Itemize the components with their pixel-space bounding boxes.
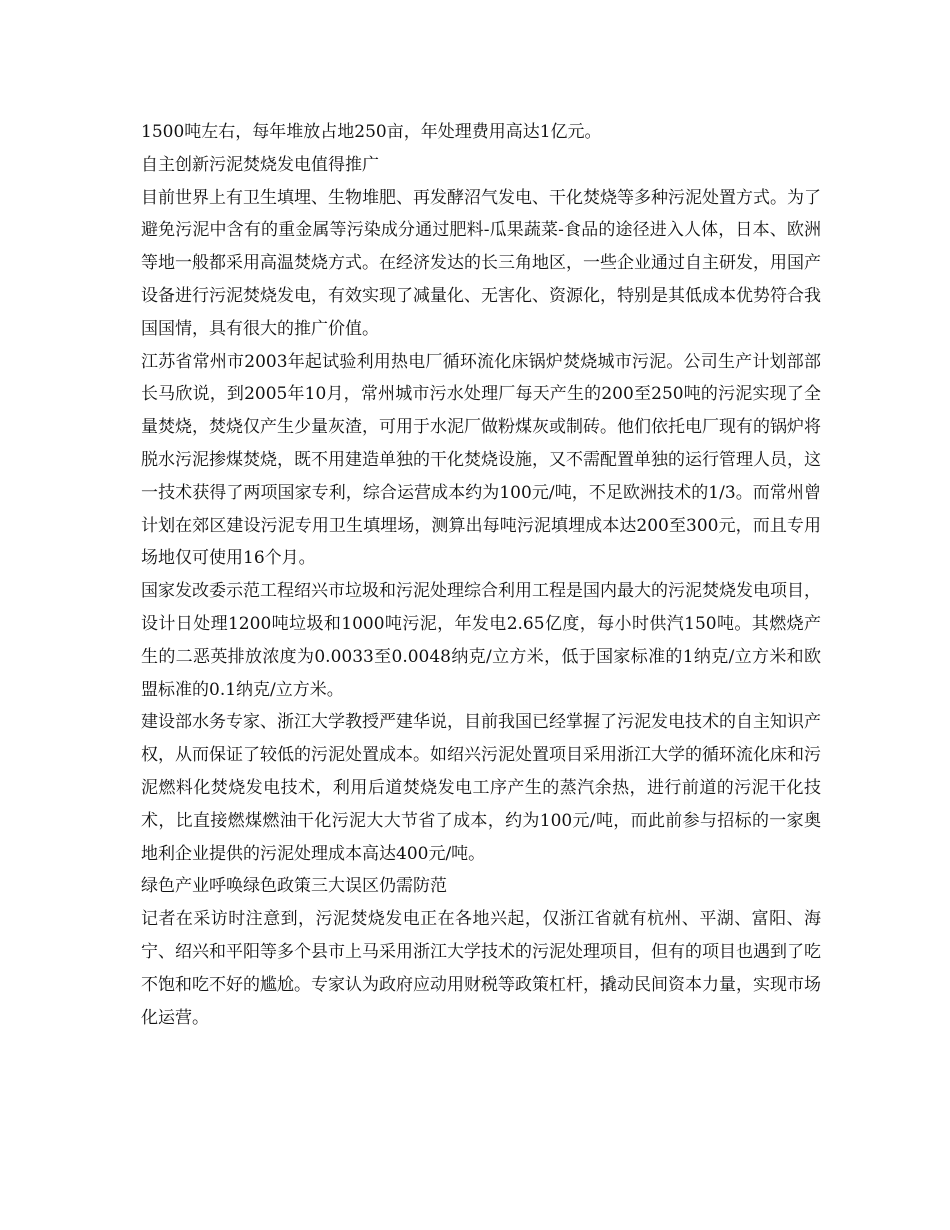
section-heading-innovation: 自主创新污泥焚烧发电值得推广: [141, 154, 379, 175]
paragraph-intro-continuation: 1500吨左右，每年堆放占地250亩，年处理费用高达1亿元。: [141, 122, 602, 142]
paragraph-changzhou: 江苏省常州市2003年起试验利用热电厂循环流化床锅炉焚烧城市污泥。公司生产计划部部长马欣说，到2005年10月，常州城市污水处理厂每天产生的200至250吨的污泥实现了全量焚烧，焚烧仅产生少量灰渣，可用于水泥厂做粉煤灰或制砖。他们依托电厂现有的锅炉将脱水污泥掺煤焚烧，既不用建造单独的干化焚烧设施，又不需配置单独的运行管理人员，这一技术获得了两项国家专利，综合运营成本约为100元/吨，不足欧洲技术的1/3。而常州曾计划在郊区建设污泥专用卫生填埋场，测算出每吨污泥填埋成本达200至300元，而且专用场地仅可使用16个月。: [141, 351, 821, 569]
paragraph-expert-yan: 建设部水务专家、浙江大学教授严建华说，目前我国已经掌握了污泥发电技术的自主知识产权，从而保证了较低的污泥处置成本。如绍兴污泥处置项目采用浙江大学的循环流化床和污泥燃料化焚烧发电技术，利用后道焚烧发电工序产生的蒸汽余热，进行前道的污泥干化技术，比直接燃煤燃油干化污泥大大节省了成本，约为100元/吨，而此前参与招标的一家奥地利企业提供的污泥处理成本高达400元/吨。: [141, 712, 821, 864]
paragraph-reporter-notes: 记者在采访时注意到，污泥焚烧发电正在各地兴起，仅浙江省就有杭州、平湖、富阳、海宁、绍兴和平阳等多个县市上马采用浙江大学技术的污泥处理项目，但有的项目也遇到了吃不饱和吃不好的尴尬。专家认为政府应动用财税等政策杠杆，撬动民间资本力量，实现市场化运营。: [141, 909, 821, 1028]
section-heading-green-policy: 绿色产业呼唤绿色政策三大误区仍需防范: [141, 876, 447, 897]
paragraph-shaoxing: 国家发改委示范工程绍兴市垃圾和污泥处理综合利用工程是国内最大的污泥焚烧发电项目，设计日处理1200吨垃圾和1000吨污泥，年发电2.65亿度，每小时供汽150吨。其燃烧产生的二恶英排放浓度为0.0033至0.0048纳克/立方米，低于国家标准的1纳克/立方米和欧盟标准的0.1纳克/立方米。: [141, 581, 821, 700]
paragraph-disposal-methods: 目前世界上有卫生填埋、生物堆肥、再发酵沼气发电、干化焚烧等多种污泥处置方式。为了避免污泥中含有的重金属等污染成分通过肥料-瓜果蔬菜-食品的途径进入人体，日本、欧洲等地一般都采用高温焚烧方式。在经济发达的长三角地区，一些企业通过自主研发，用国产设备进行污泥焚烧发电，有效实现了减量化、无害化、资源化，特别是其低成本优势符合我国国情，具有很大的推广价值。: [141, 187, 821, 339]
document-body: [141, 116, 821, 1034]
